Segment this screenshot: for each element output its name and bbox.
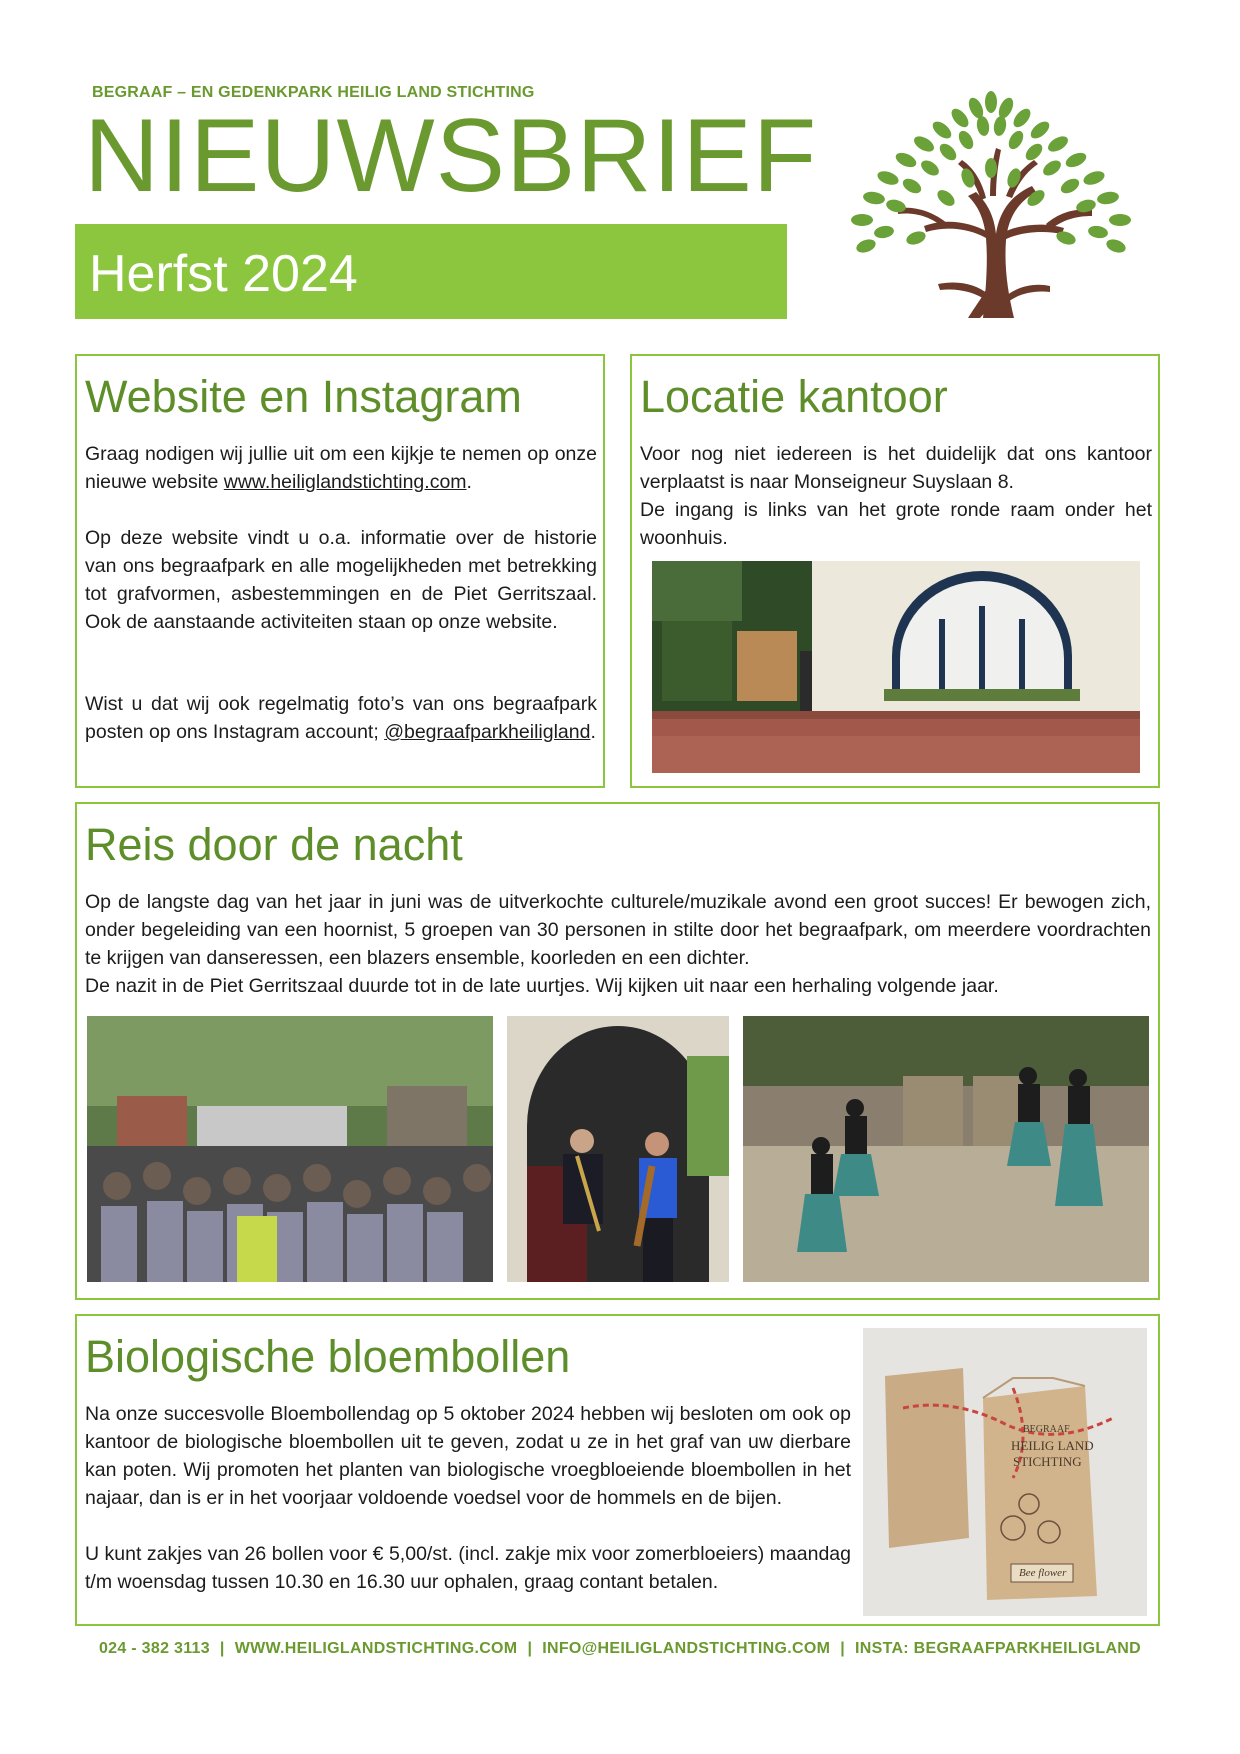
organization-name: BEGRAAF – EN GEDENKPARK HEILIG LAND STICHTING — [92, 84, 535, 101]
bag-label-main-1: HEILIG LAND — [1011, 1438, 1094, 1453]
footer-email[interactable]: INFO@HEILIGLANDSTICHTING.COM — [542, 1640, 831, 1657]
footer-instagram[interactable]: INSTA: BEGRAAFPARKHEILIGLAND — [855, 1640, 1142, 1657]
bag-label-main-2: STICHTING — [1013, 1454, 1082, 1469]
season-banner — [75, 224, 787, 319]
footer-separator: | — [840, 1640, 845, 1657]
office-section-title: Locatie kantoor — [640, 371, 948, 422]
instagram-intro-text: Wist u dat wij ook regelmatig foto’s van ons begraafpark posten op ons Instagram account; — [85, 693, 597, 743]
footer-separator: | — [219, 1640, 225, 1657]
dancers-photo — [743, 1016, 1149, 1282]
bag-tag: Bee flower — [1019, 1567, 1067, 1579]
website-link[interactable]: www.heiliglandstichting.com — [223, 471, 467, 493]
bulbs-paragraph-1: Na onze succesvolle Bloembollendag op 5 oktober 2024 hebben wij besloten om ook op kantoor de biologische bloembollen uit te geven, zodat u ze in het graf van uw dierbare kan poten. Wij promoten het planten van biologische vroegbloeiende bloembollen in het najaar, dan is er in het voorjaar voldoende voedsel voor de hommels en de bijen. — [85, 1403, 851, 1509]
website-intro-end: . — [466, 471, 472, 493]
instagram-link[interactable]: @begraafparkheiligland — [384, 721, 591, 743]
bulbs-section — [75, 1314, 1160, 1626]
footer-phone[interactable]: 024 - 382 3113 — [98, 1640, 210, 1657]
crowd-photo — [87, 1016, 493, 1282]
season-label: Herfst 2024 — [89, 245, 358, 303]
newsletter-title: NIEUWSBRIEF — [84, 98, 818, 214]
tree-logo-icon — [818, 88, 1164, 318]
office-paragraph-2: De ingang is links van het grote ronde raam onder het woonhuis. — [640, 499, 1152, 549]
website-paragraph-2: Op deze website vindt u o.a. informatie over de historie van ons begraafpark en alle mogelijkheden met betrekking tot grafvormen, asbestemmingen en de Piet Gerritszaal. Ook de aanstaande activiteiten staan op onze website. — [85, 527, 597, 633]
musicians-photo — [507, 1016, 729, 1282]
night-paragraph-2: De nazit in de Piet Gerritszaal duurde tot in de late uurtjes. Wij kijken uit naar een herhaling volgende jaar. — [85, 975, 999, 997]
footer-separator: | — [527, 1640, 533, 1657]
website-paragraph-3 — [85, 690, 597, 746]
footer-contact — [0, 1640, 1240, 1658]
night-section — [75, 802, 1160, 1300]
bag-label-small: BEGRAAF — [1023, 1424, 1070, 1435]
website-section — [75, 354, 605, 788]
footer-website[interactable]: WWW.HEILIGLANDSTICHTING.COM — [234, 1640, 518, 1657]
bulbs-paragraph-2: U kunt zakjes van 26 bollen voor € 5,00/st. (incl. zakje mix voor zomerbloeiers) maandag t/m woensdag tussen 10.30 en 16.30 uur ophalen, graag contant betalen. — [85, 1543, 851, 1593]
instagram-intro-end: . — [590, 721, 596, 743]
office-building-photo — [652, 561, 1140, 773]
bulbs-section-title: Biologische bloembollen — [85, 1331, 571, 1382]
office-paragraph-1: Voor nog niet iedereen is het duidelijk dat ons kantoor verplaatst is naar Monseigneur Suyslaan 8. — [640, 443, 1152, 493]
website-section-title: Website en Instagram — [85, 371, 522, 422]
office-section — [630, 354, 1160, 788]
website-intro-text: Graag nodigen wij jullie uit om een kijkje te nemen op onze nieuwe website — [85, 443, 597, 493]
bulb-bags-photo — [863, 1328, 1147, 1616]
website-paragraph-1 — [85, 440, 597, 496]
night-paragraph-1: Op de langste dag van het jaar in juni was de uitverkochte culturele/muzikale avond een groot succes! Er bewogen zich, onder begeleiding van een hoornist, 5 groepen van 30 personen in stilte door het begraafpark, om meerdere voordrachten te krijgen van danseressen, een blazers ensemble, koorleden en een dichter. — [85, 891, 1151, 969]
night-section-title: Reis door de nacht — [85, 819, 463, 870]
